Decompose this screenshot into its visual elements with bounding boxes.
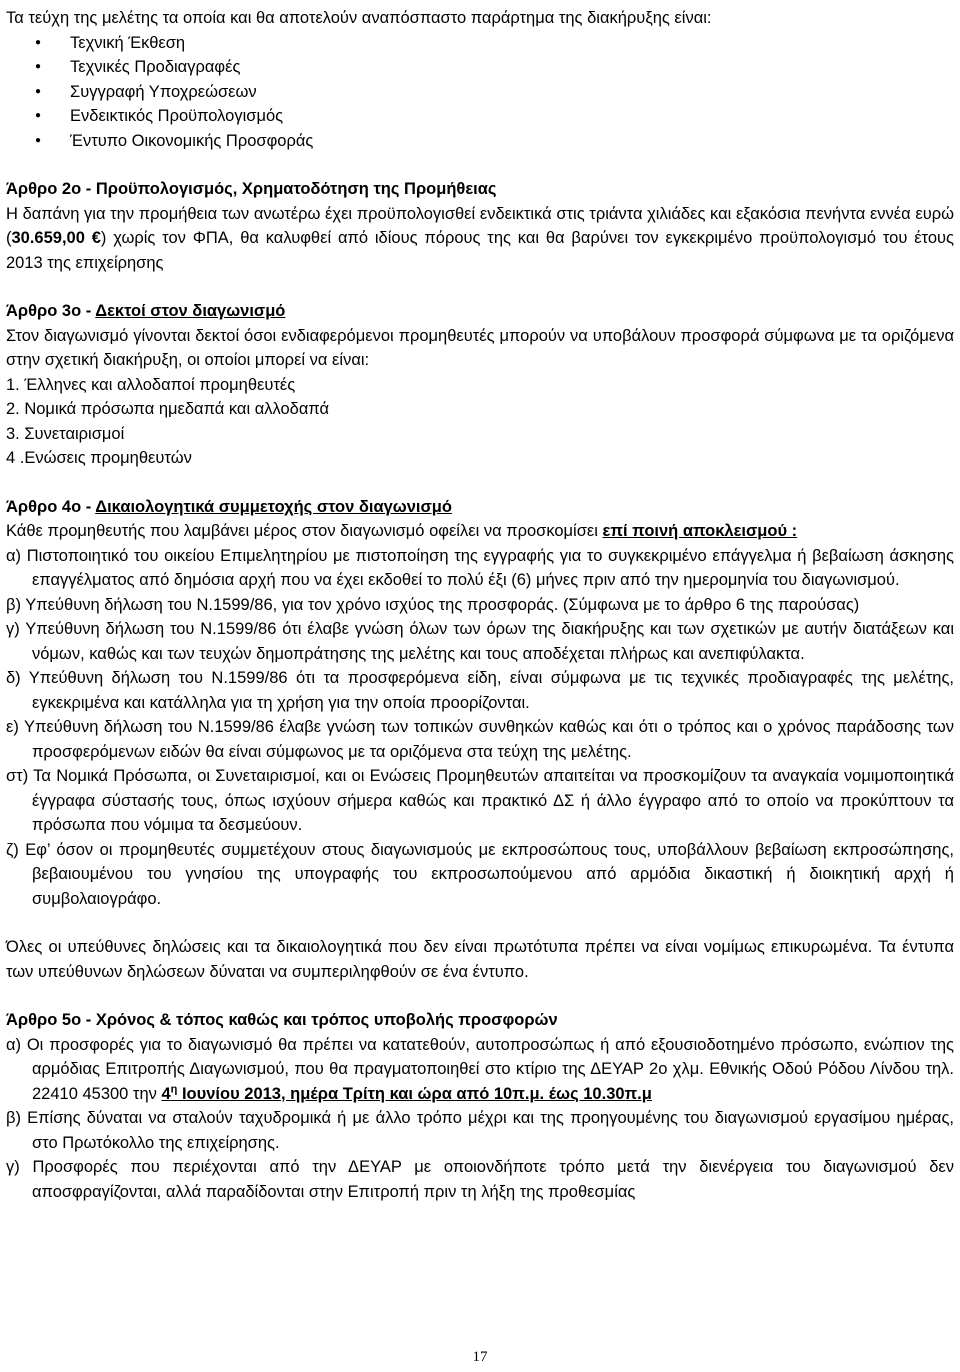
document-page [6,6,954,1204]
list-item: ε) Υπεύθυνη δήλωση του Ν.1599/86 έλαβε γνώση των τοπικών συνθηκών καθώς και ότι ο τρόπος και ο χρόνος παράδοσης των προσφερόμενων ειδών θα είναι σύμφωνος με τα οριζόμενα στα τεύχη της μελέτης. [6,718,954,761]
list-item: β) Επίσης δύναται να σταλούν ταχυδρομικά ή με άλλο τρόπο μέχρι και της προηγουμένης του διαγωνισμού εργασίμου ημέρας, στο Πρωτόκολλο της επιχείρησης. [6,1109,954,1152]
article-3-text: Στον διαγωνισμό γίνονται δεκτοί όσοι ενδιαφερόμενοι προμηθευτές μπορούν να υποβάλουν προσφορά σύμφωνα με τα οριζόμενα στην σχετική διακήρυξη, οι οποίοι μπορεί να είναι: [6,326,954,369]
article-2-heading: Άρθρο 2ο - Προϋπολογισμός, Χρηματοδότηση της Προμήθειας [6,180,497,198]
article-3-heading [6,299,954,324]
article-2-text [6,202,954,276]
article-5-a-text: α) Οι προσφορές για το διαγωνισμό θα πρέπει να κατατεθούν, αυτοπροσώπως ή από εξουσιοδοτημένο πρόσωπο, ενώπιον της αρμόδιας Επιτροπής Διαγωνισμού, που θα πραγματοποιηθεί στο κτίριο της ΔΕΥΑΡ 2ο χλμ. Εθνικής Οδού Ρόδου Λίνδου τηλ. 22410 45300 την [6,1035,954,1103]
article-4-lead-text: Κάθε προμηθευτής που λαμβάνει μέρος στον διαγωνισμό οφείλει να προσκομίσει [6,522,603,540]
list-item: 1. Έλληνες και αλλοδαποί προμηθευτές [6,375,296,394]
list-item: ● Τεχνικές Προδιαγραφές [6,55,954,80]
article-2-text-b: ) χωρίς τον ΦΠΑ, θα καλυφθεί από ιδίους πόρους της και θα βαρύνει τον εγκεκριμένο προϋπολογισμό του έτους 2013 της επιχείρησης [6,229,954,272]
exclusion-warning: επί ποινή αποκλεισμού : [602,522,798,540]
article-4-closing: Όλες οι υπεύθυνες δηλώσεις και τα δικαιολογητικά που δεν είναι πρωτότυπα πρέπει να είναι νομίμως επικυρωμένα. Τα έντυπα των υπεύθυνων δηλώσεων δύναται να συμπεριληφθούν σε ένα έντυπο. [6,938,954,981]
list-item: ● Τεχνική Έκθεση [6,31,954,56]
list-item: ζ) Εφ’ όσον οι προμηθευτές συμμετέχουν στους διαγωνισμούς με εκπροσώπους τους, υποβάλλουν βεβαίωση εκπροσώπησης, βεβαιουμένου του γνησίου της υπογραφής του εκπροσωπούμενου από αρμόδια δικαστική ή διοικητική αρχή ή συμβολαιογράφο. [6,840,954,908]
list-item: α) Πιστοποιητικό του οικείου Επιμελητηρίου με πιστοποίηση της εγγραφής για το συγκεκριμένο επάγγελμα ή βεβαίωση άσκησης επαγγέλματος από δημόσια αρχή που να έχει εκδοθεί το πολύ έξι (6) μήνες πριν από την ημερομηνία του διαγωνισμού. [6,546,954,589]
list-item [6,1033,954,1107]
list-item: 2. Νομικά πρόσωπα ημεδαπά και αλλοδαπά [6,400,330,418]
list-item: 3. Συνεταιρισμοί [6,424,125,443]
article-4-heading [6,495,954,520]
list-item: β) Υπεύθυνη δήλωση του Ν.1599/86, για τον χρόνο ισχύος της προσφοράς. (Σύμφωνα με το άρθρο 6 της παρούσας) [6,595,860,614]
article-3-number: Άρθρο 3ο - [6,302,96,320]
list-item: δ) Υπεύθυνη δήλωση του Ν.1599/86 ότι τα προσφερόμενα είδη, είναι σύμφωνα με τις τεχνικές προδιαγραφές της μελέτης, εγκεκριμένα και κατάλληλα για τη χρήση για την οποία προορίζονται. [6,669,954,712]
list-item: ● Ενδεικτικός Προϋπολογισμός [6,104,954,129]
list-item: ● Συγγραφή Υποχρεώσεων [6,80,954,105]
article-4-lead [6,519,954,544]
page-number: 17 [472,1349,488,1365]
deliverables-list [6,31,954,154]
list-item: στ) Τα Νομικά Πρόσωπα, οι Συνεταιρισμοί, και οι Ενώσεις Προμηθευτών απαιτείται να προσκομίζουν τα αναγκαία νομιμοποιητικά έγγραφα σύστασής τους, όπως ισχύουν σήμερα καθώς και πρακτικό ΔΣ ή άλλο έγγραφο από το οποίο να προκύπτουν τα πρόσωπα που νόμιμα τα δεσμεύουν. [6,767,954,834]
submission-date: $4^\eta$ Ιουνίου 2013, ημέρα Τρίτη και ώρα από 10π.μ. έως 10.30π.μ [161,1083,652,1103]
list-item: 4 .Ενώσεις προμηθευτών [6,449,192,467]
article-5-heading: Άρθρο 5ο - Χρόνος & τόπος καθώς και τρόπος υποβολής προσφορών [6,1011,558,1029]
budget-amount: 30.659,00 € [11,229,101,247]
intro-text: Τα τεύχη της μελέτης τα οποία και θα αποτελούν αναπόσπαστο παράρτημα της διακήρυξης είναι: [6,9,712,27]
article-4-title: Δικαιολογητικά συμμετοχής στον διαγωνισμό [95,497,452,516]
article-4-number: Άρθρο 4ο - [6,497,96,516]
list-item: γ) Υπεύθυνη δήλωση του Ν.1599/86 ότι έλαβε γνώση όλων των όρων της διακήρυξης και των σχετικών με αυτήν διατάξεων και νόμων, καθώς και των τευχών δημοπράτησης της μελέτης και τους αποδέχεται πλήρως και ανεπιφύλακτα. [6,620,954,663]
list-item: ● Έντυπο Οικονομικής Προσφοράς [6,129,954,154]
article-2-text-a: Η δαπάνη για την προμήθεια των ανωτέρω έχει προϋπολογισθεί ενδεικτικά στις τριάντα χιλιάδες και εξακόσια πενήντα εννέα ευρώ ( [6,204,954,247]
article-3-title: Δεκτοί στον διαγωνισμό [95,302,286,320]
list-item: γ) Προσφορές που περιέχονται από την ΔΕΥΑΡ με οποιονδήποτε τρόπο μετά την διενέργεια του διαγωνισμού δεν αποσφραγίζονται, αλλά παραδίδονται στην Επιτροπή πριν τη λήξη της προθεσμίας [6,1158,954,1201]
